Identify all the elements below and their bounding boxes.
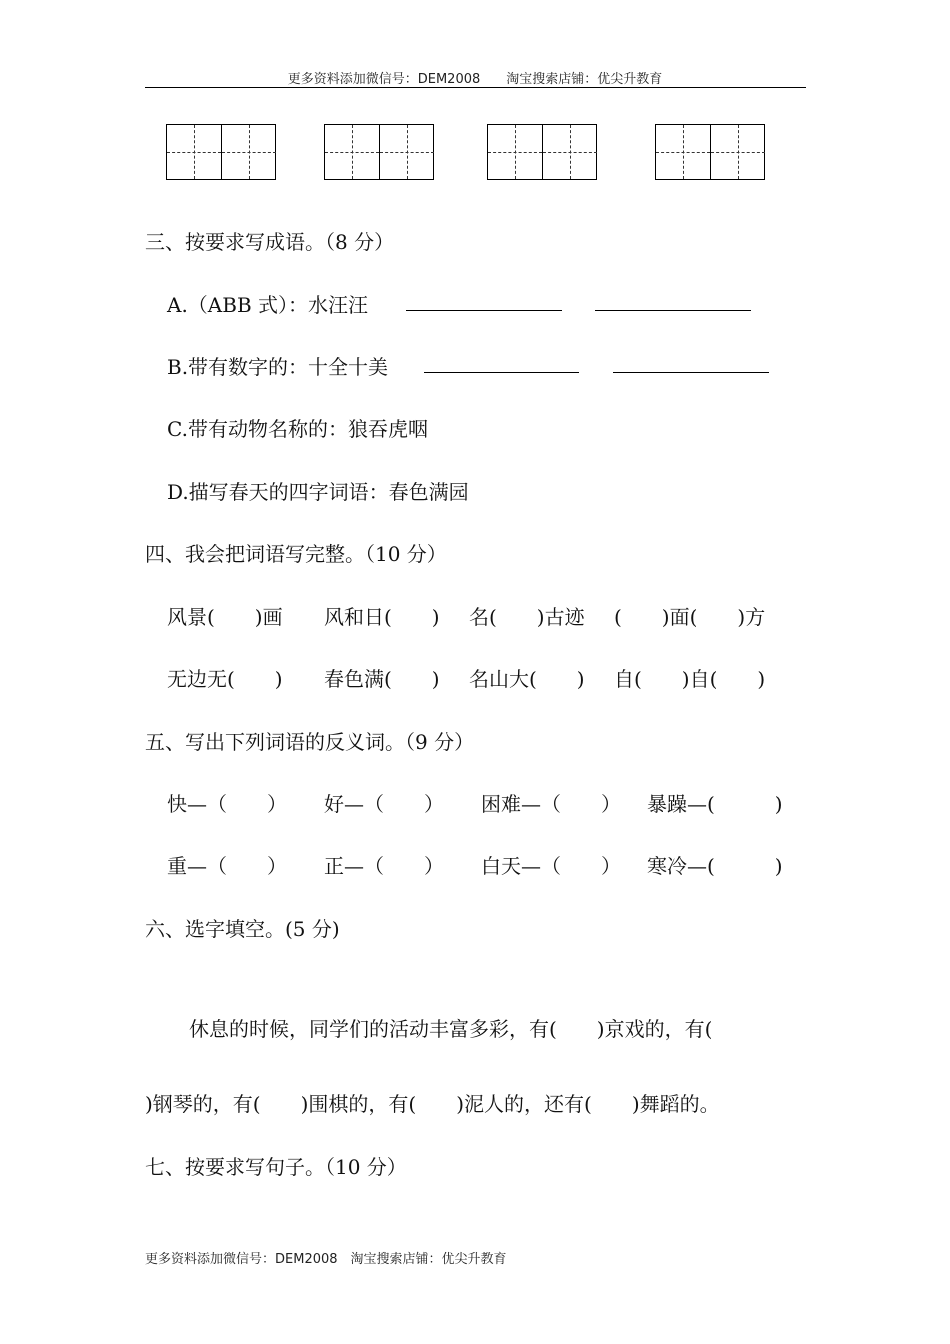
antonym-r1-3: 困难—（ ） <box>481 792 621 816</box>
antonym-r2-4: 寒冷—( ) <box>647 854 783 878</box>
antonym-r1-1: 快—（ ） <box>167 792 287 816</box>
antonym-r1-2: 好—（ ） <box>324 792 444 816</box>
answer-blank-a2[interactable] <box>595 310 751 311</box>
fill-item-r1-4: ( )面( )方 <box>614 605 766 629</box>
answer-blank-b1[interactable] <box>424 372 579 373</box>
answer-blank-b2[interactable] <box>613 372 769 373</box>
header-rule <box>145 87 806 88</box>
section3-item-b: B.带有数字的：十全十美 <box>167 355 389 379</box>
section4-title: 四、我会把词语写完整。（10 分） <box>145 542 447 566</box>
passage-line-1: 休息的时候，同学们的活动丰富多彩，有( )京戏的，有( <box>189 1017 713 1041</box>
passage-line-2: )钢琴的，有( )围棋的，有( )泥人的，还有( )舞蹈的。 <box>145 1092 720 1116</box>
antonym-r2-1: 重—（ ） <box>167 854 287 878</box>
antonym-r1-4: 暴躁—( ) <box>647 792 783 816</box>
section5-title: 五、写出下列词语的反义词。（9 分） <box>145 730 475 754</box>
fill-item-r1-2: 风和日( ) <box>324 605 440 629</box>
writing-grid-4 <box>655 124 765 180</box>
section3-item-d: D.描写春天的四字词语：春色满园 <box>167 480 469 504</box>
section3-item-c: C.带有动物名称的：狼吞虎咽 <box>167 417 428 441</box>
section3-title: 三、按要求写成语。（8 分） <box>145 230 395 254</box>
writing-grid-3 <box>487 124 597 180</box>
writing-grid-1 <box>166 124 276 180</box>
antonym-r2-2: 正—（ ） <box>324 854 444 878</box>
page-footer: 更多资料添加微信号：DEM2008 淘宝搜索店铺：优尖升教育 <box>145 1252 507 1267</box>
section7-title: 七、按要求写句子。（10 分） <box>145 1155 407 1179</box>
page-header: 更多资料添加微信号：DEM2008 淘宝搜索店铺：优尖升教育 <box>287 72 663 87</box>
fill-item-r2-4: 自( )自( ) <box>614 667 766 691</box>
antonym-r2-3: 白天—（ ） <box>481 854 621 878</box>
fill-item-r2-1: 无边无( ) <box>167 667 283 691</box>
writing-grid-2 <box>324 124 434 180</box>
section6-title: 六、选字填空。(5 分) <box>145 917 340 941</box>
fill-item-r2-2: 春色满( ) <box>324 667 440 691</box>
fill-item-r2-3: 名山大( ) <box>469 667 585 691</box>
fill-item-r1-1: 风景( )画 <box>167 605 283 629</box>
answer-blank-a1[interactable] <box>406 310 562 311</box>
section3-item-a: A.（ABB 式）：水汪汪 <box>167 293 368 317</box>
fill-item-r1-3: 名( )古迹 <box>469 605 585 629</box>
